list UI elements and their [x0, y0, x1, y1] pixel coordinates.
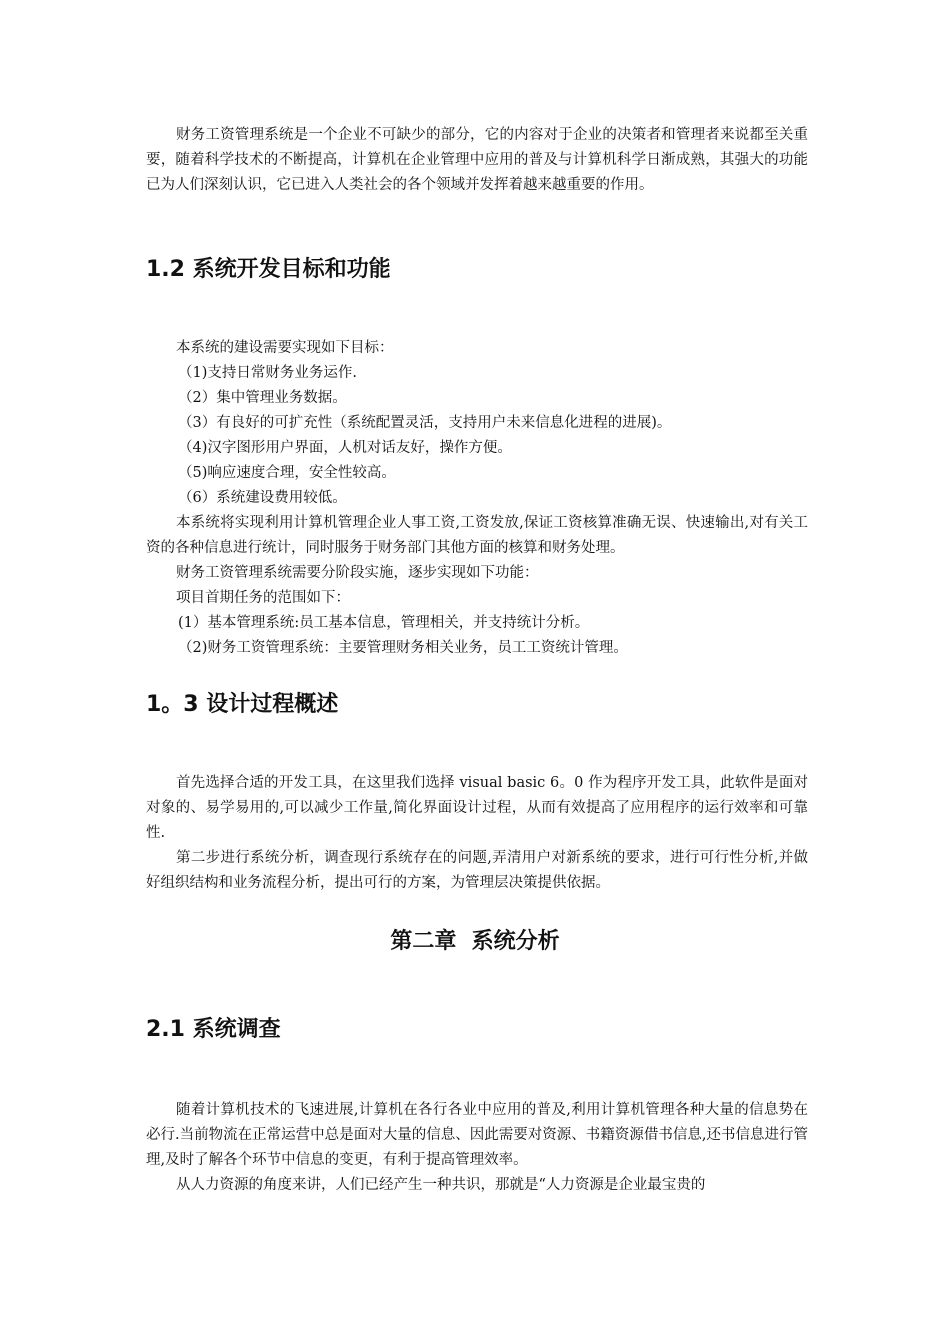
chapter-title: 第二章 系统分析 — [390, 929, 560, 954]
goal-item: （4)汉字图形用户界面，人机对话友好，操作方便。 — [178, 440, 512, 456]
intro-paragraph: 财务工资管理系统是一个企业不可缺少的部分，它的内容对于企业的决策者和管理者来说都至关重要，随着科学技术的不断提高，计算机在企业管理中应用的普及与计算机科学日渐成熟，其强大的功能已为人们深刻认识，它已进入人类社会的各个领域并发挥着越来越重要的作用。 — [146, 127, 808, 193]
goals-lead: 本系统的建设需要实现如下目标： — [176, 340, 394, 356]
goal-item: （1)支持日常财务业务运作. — [178, 365, 357, 381]
scope-item: （2)财务工资管理系统：主要管理财务相关业务，员工工资统计管理。 — [178, 640, 628, 656]
goal-item: （6）系统建设费用较低。 — [178, 490, 347, 506]
section-1-3-paragraph: 第二步进行系统分析，调查现行系统存在的问题,弄清用户对新系统的要求，进行可行性分析,并做好组织结构和业务流程分析，提出可行的方案，为管理层决策提供依据。 — [146, 850, 808, 891]
section-heading-1-2: 1.2 系统开发目标和功能 — [146, 257, 391, 282]
goal-item: （2）集中管理业务数据。 — [178, 390, 347, 406]
section-heading-1-3: 1。3 设计过程概述 — [146, 692, 339, 717]
scope-item: (1）基本管理系统:员工基本信息，管理相关，并支持统计分析。 — [178, 615, 590, 631]
section-heading-2-1: 2.1 系统调查 — [146, 1017, 281, 1042]
section-1-2-paragraph: 财务工资管理系统需要分阶段实施，逐步实现如下功能： — [176, 565, 539, 581]
goal-item: （5)响应速度合理，安全性较高。 — [178, 465, 396, 481]
goal-item: （3）有良好的可扩充性（系统配置灵活，支持用户未来信息化进程的进展)。 — [178, 415, 672, 431]
section-1-2-paragraph: 本系统将实现利用计算机管理企业人事工资,工资发放,保证工资核算准确无误、快速输出,对有关工资的各种信息进行统计，同时服务于财务部门其他方面的核算和财务处理。 — [146, 515, 808, 556]
section-2-1-paragraph: 从人力资源的角度来讲，人们已经产生一种共识，那就是“人力资源是企业最宝贵的 — [176, 1177, 706, 1193]
section-2-1-paragraph: 随着计算机技术的飞速进展,计算机在各行各业中应用的普及,利用计算机管理各种大量的信息势在必行.当前物流在正常运营中总是面对大量的信息、因此需要对资源、书籍资源借书信息,还书信息进行管理,及时了解各个环节中信息的变更，有利于提高管理效率。 — [146, 1102, 808, 1168]
section-1-3-paragraph: 首先选择合适的开发工具，在这里我们选择 visual basic 6。0 作为程序开发工具，此软件是面对对象的、易学易用的,可以减少工作量,简化界面设计过程，从而有效提高了应用程序的运行效率和可靠性. — [146, 775, 808, 841]
scope-lead: 项目首期任务的范围如下： — [176, 590, 350, 606]
